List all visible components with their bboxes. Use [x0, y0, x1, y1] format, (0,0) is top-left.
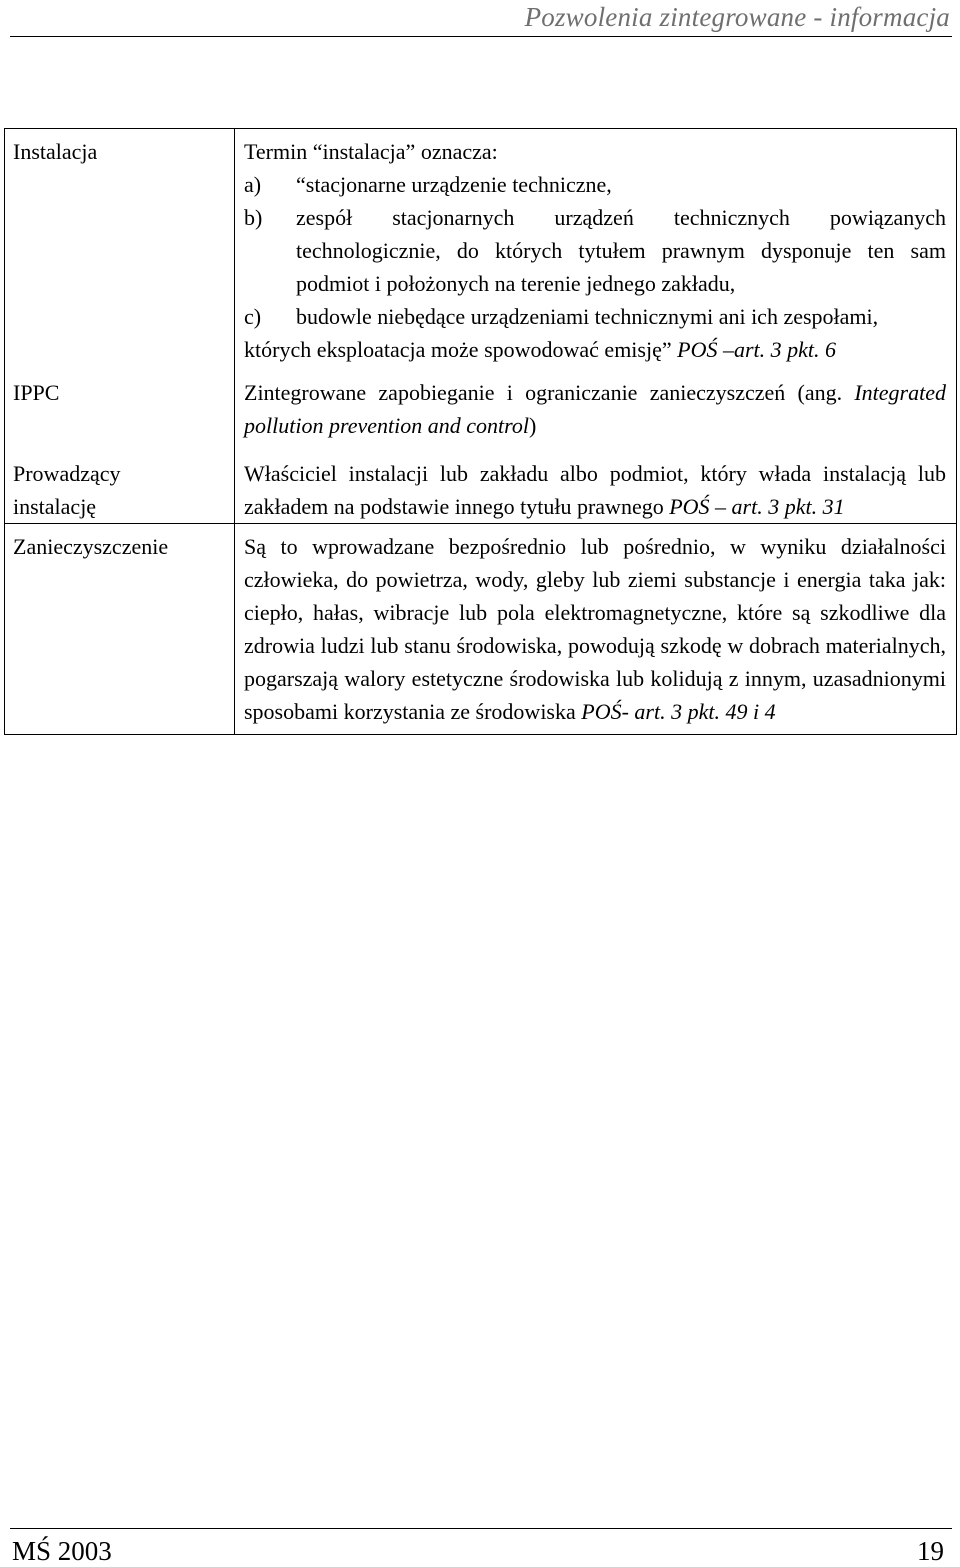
definitions-table — [4, 128, 957, 735]
table-row — [5, 366, 957, 442]
list-item-text: budowle niebędące urządzeniami technicznymi ani ich zespołami, — [296, 304, 879, 329]
legal-citation: POŚ – art. 3 pkt. 31 — [669, 494, 845, 519]
list-marker: c) — [244, 304, 262, 329]
list-marker: a) — [244, 172, 262, 197]
term-cell — [5, 524, 235, 735]
page-number: 19 — [917, 1536, 944, 1566]
list-item — [244, 168, 946, 201]
table-row — [5, 129, 957, 367]
list-item-text: zespół stacjonarnych urządzeń technicznych powiązanych technologicznie, do których tytułem prawnym dysponuje ten sam podmiot i położonych na terenie jednego zakładu, — [296, 205, 946, 296]
definition-intro: Termin “instalacja” oznacza: — [244, 139, 498, 164]
page-footer — [10, 1528, 952, 1566]
definition-cell — [235, 442, 957, 524]
table-row — [5, 442, 957, 524]
term-label: IPPC — [13, 380, 60, 405]
definition-cell — [235, 129, 957, 367]
term-label: Instalacja — [13, 139, 98, 164]
definition-outro — [244, 333, 946, 366]
running-title: Pozwolenia zintegrowane - informacja — [524, 2, 950, 32]
definition-text: Zintegrowane zapobieganie i ograniczanie zanieczyszczeń (ang. — [244, 380, 855, 405]
definition-text-end: ) — [528, 413, 537, 438]
legal-citation: POŚ- art. 3 pkt. 49 i 4 — [581, 699, 776, 724]
term-label: Zanieczyszczenie — [13, 534, 169, 559]
page-header — [10, 0, 952, 37]
list-item — [244, 201, 946, 300]
footer-author-year: MŚ 2003 — [12, 1536, 112, 1566]
list-item-text: “stacjonarne urządzenie techniczne, — [296, 172, 612, 197]
table-row — [5, 524, 957, 735]
english-term: Integrated pollution prevention and control — [244, 380, 946, 438]
definition-text: Właściciel instalacji lub zakładu albo podmiot, który włada instalacją lub zakładem na podstawie innego tytułu prawnego — [244, 461, 946, 519]
term-cell — [5, 442, 235, 524]
legal-citation: POŚ –art. 3 pkt. 6 — [677, 337, 837, 362]
term-label: Prowadzący instalację — [13, 461, 121, 519]
definition-cell — [235, 524, 957, 735]
term-cell — [5, 366, 235, 442]
term-cell — [5, 129, 235, 367]
list-item — [244, 300, 946, 333]
definition-text: Są to wprowadzane bezpośrednio lub pośrednio, w wyniku działalności człowieka, do powietrza, wody, gleby lub ziemi substancje i energia taka jak: ciepło, hałas, wibracje lub pola elektromagnetyczne, które są szkodliwe dla zdrowia ludzi lub stanu środowiska, powodują szkodę w dobrach materialnych, pogarszają walory estetyczne środowiska lub kolidują z innym, uzasadnionymi sposobami korzystania ze środowiska — [244, 534, 946, 724]
definition-cell — [235, 366, 957, 442]
outro-text: których eksploatacja może spowodować emisję” — [244, 337, 672, 362]
list-marker: b) — [244, 205, 263, 230]
